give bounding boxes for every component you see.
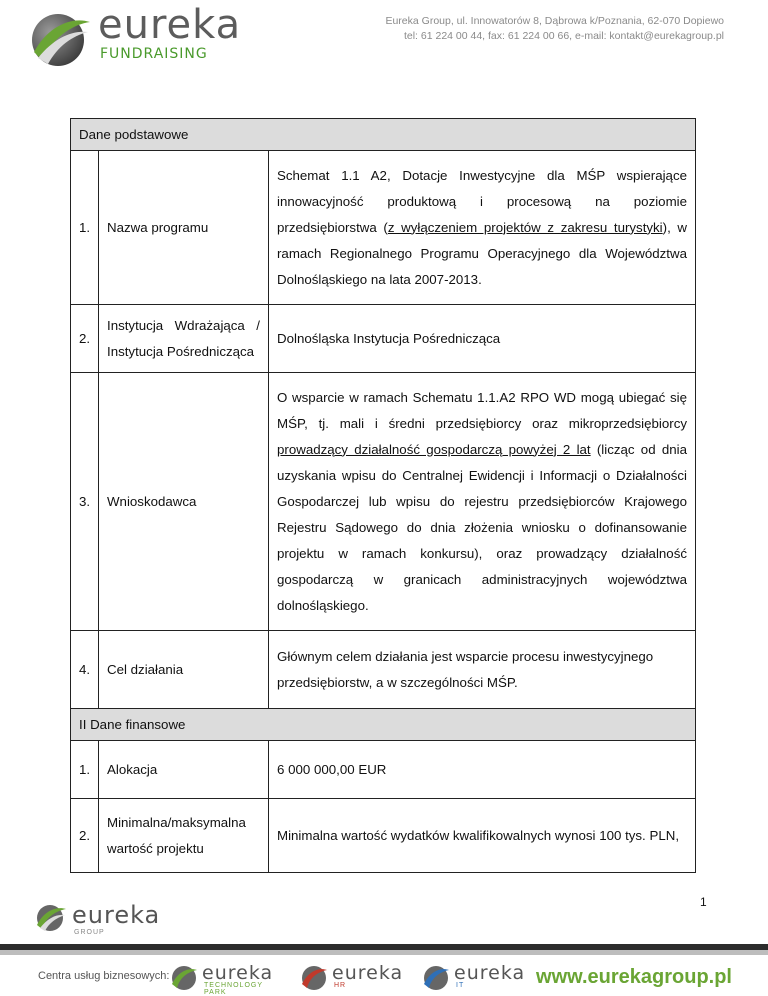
row-number: 1. [71,151,99,305]
table-row [71,799,696,873]
footer-logo-sub: GROUP [74,929,105,936]
table-row [71,741,696,799]
footer-stripe [0,950,768,955]
row-value: Dolnośląska Instytucja Pośrednicząca [269,305,696,373]
row-value-text: ), w ramach Regionalnego Programu Operacyjnego dla Województwa Dolnośląskiego na lata 2007-2013. [277,219,687,287]
row-value: Głównym celem działania jest wsparcie procesu inwestycyjnego przedsiębiorstw, a w szczególności MŚP. [269,631,696,709]
section-title-basic: Dane podstawowe [71,119,696,151]
row-label: Nazwa programu [99,151,269,305]
row-number: 3. [71,373,99,631]
table-row [71,305,696,373]
row-label: Alokacja [99,741,269,799]
page-number: 1 [700,895,707,909]
row-label: Minimalna/maksymalna wartość projektu [99,799,269,873]
table-row [71,373,696,631]
hr-logo-icon [300,964,328,992]
page-header [0,0,768,80]
row-value [269,151,696,305]
brand-name: eureka [332,962,404,984]
row-number: 1. [71,741,99,799]
program-table [70,118,696,873]
row-value [269,373,696,631]
brand-name: eureka [202,962,274,984]
row-label: Instytucja Wdrażająca / Instytucja Pośrednicząca [99,305,269,373]
section-header-row [71,119,696,151]
row-number: 2. [71,799,99,873]
brand-sub: TECHNOLOGY PARK [204,982,263,996]
it-logo-icon [422,964,450,992]
row-value-text: O wsparcie w ramach Schematu 1.1.A2 RPO WD mogą ubiegać się MŚP, tj. mali i średni przedsiębiorcy oraz mikroprzedsiębiorcy [277,389,687,431]
row-value: Minimalna wartość wydatków kwalifikowalnych wynosi 100 tys. PLN, [269,799,696,873]
brand-sub: HR [334,982,347,989]
brand-name: eureka [98,2,242,48]
table-row [71,631,696,709]
row-number: 4. [71,631,99,709]
section-title-financial: II Dane finansowe [71,709,696,741]
footer-brands [0,958,768,994]
row-label: Wnioskodawca [99,373,269,631]
footer-logo-name: eureka [72,901,161,929]
row-value: 6 000 000,00 EUR [269,741,696,799]
row-number: 2. [71,305,99,373]
section-header-row [71,709,696,741]
row-value-underlined: prowadzący działalność gospodarczą powyżej 2 lat [277,441,591,457]
contact-phone-email: tel: 61 224 00 44, fax: 61 224 00 66, e-mail: kontakt@eurekagroup.pl [403,30,724,42]
row-value-text: (licząc od dnia uzyskania wpisu do Centralnej Ewidencji i Informacji o Działalności Gospodarczej lub wpisu do rejestru przedsiębiorców Krajowego Rejestru Sądowego do dnia złożenia wniosku o dofinansowanie projektu w ramach konkursu), oraz prowadzący działalność gospodarczą w granicach administracyjnych województwa dolnośląskiego. [277,441,687,613]
row-label: Cel działania [99,631,269,709]
contact-address: Eureka Group, ul. Innowatorów 8, Dąbrowa k/Poznania, 62-070 Dopiewo [385,15,724,27]
row-value-text: Schemat 1.1 A2, Dotacje Inwestycyjne dla MŚP wspierające innowacyjność produktową i procesową na poziomie przedsiębiorstwa ( [277,167,687,235]
technology-park-logo-icon [170,964,198,992]
brand-name: eureka [454,962,526,984]
row-value-underlined: z wyłączeniem projektów z zakresu turystyki [387,219,663,235]
website-link[interactable]: www.eurekagroup.pl [536,966,732,988]
contact-info [385,14,724,44]
brand-subtitle: FUNDRAISING [100,46,208,62]
services-label: Centra usług biznesowych: [38,970,170,982]
table-row [71,151,696,305]
eureka-group-logo-icon [34,903,68,933]
brand-sub: IT [456,982,465,989]
eureka-logo-icon [28,8,94,70]
